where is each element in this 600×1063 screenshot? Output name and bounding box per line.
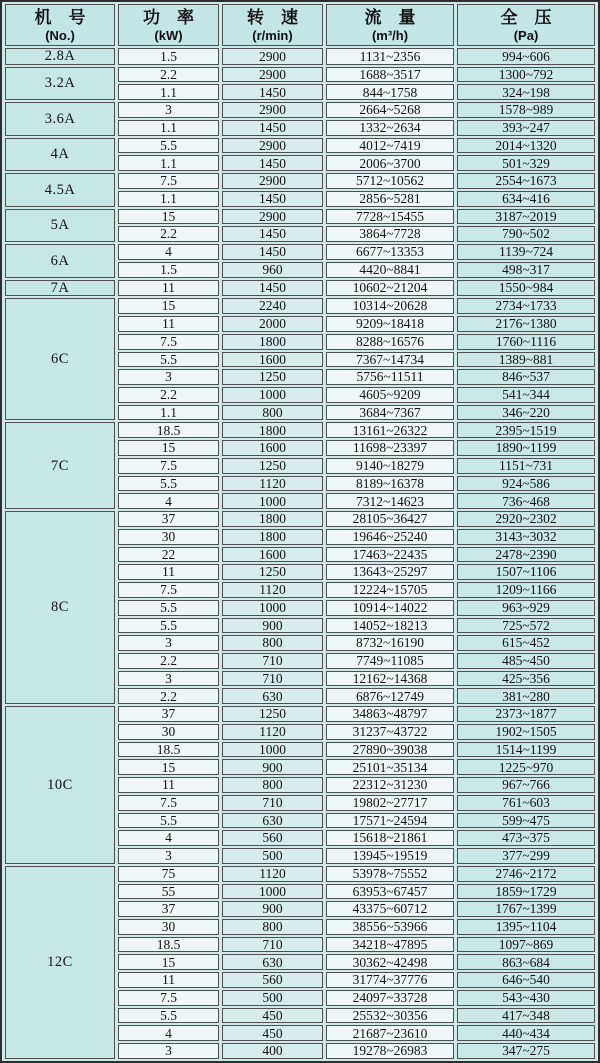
speed-cell: 1120 [222,866,323,882]
speed-cell: 1250 [222,458,323,474]
pressure-cell: 1514~1199 [457,742,595,758]
model-cell: 4A [5,138,115,171]
pressure-cell: 994~606 [457,48,595,65]
speed-cell: 900 [222,901,323,917]
pressure-cell: 599~475 [457,813,595,829]
power-cell: 3 [118,635,219,651]
power-cell: 15 [118,954,219,970]
power-cell: 11 [118,777,219,793]
pressure-cell: 541~344 [457,387,595,403]
speed-cell: 1450 [222,84,323,100]
pressure-cell: 634~416 [457,191,595,207]
flow-cell: 5712~10562 [326,173,454,189]
table-row [5,209,595,225]
speed-cell: 710 [222,937,323,953]
speed-cell: 1450 [222,191,323,207]
model-cell: 5A [5,209,115,242]
header-title: 转 速 [247,7,298,27]
flow-cell: 21687~23610 [326,1025,454,1041]
flow-cell: 13161~26322 [326,422,454,438]
flow-cell: 53978~75552 [326,866,454,882]
speed-cell: 800 [222,635,323,651]
power-cell: 4 [118,493,219,509]
speed-cell: 1450 [222,244,323,260]
speed-cell: 710 [222,795,323,811]
pressure-cell: 1389~881 [457,352,595,368]
power-cell: 18.5 [118,937,219,953]
header-title: 全 压 [500,7,552,27]
power-cell: 2.2 [118,387,219,403]
power-cell: 2.2 [118,688,219,704]
speed-cell: 630 [222,688,323,704]
power-cell: 7.5 [118,173,219,189]
header-unit: (kW) [154,27,183,43]
speed-cell: 1450 [222,280,323,297]
power-cell: 11 [118,280,219,297]
model-cell: 7A [5,280,115,297]
flow-cell: 24097~33728 [326,990,454,1006]
speed-cell: 710 [222,653,323,669]
model-cell: 4.5A [5,173,115,206]
speed-cell: 1800 [222,529,323,545]
flow-cell: 43375~60712 [326,901,454,917]
pressure-cell: 2176~1380 [457,316,595,332]
speed-cell: 2900 [222,173,323,189]
speed-cell: 2900 [222,209,323,225]
table-header [5,4,595,46]
power-cell: 7.5 [118,582,219,598]
header-unit: (m³/h) [371,27,409,43]
speed-cell: 1450 [222,226,323,242]
flow-cell: 11698~23397 [326,440,454,456]
power-cell: 15 [118,440,219,456]
pressure-cell: 1767~1399 [457,901,595,917]
pressure-cell: 1395~1104 [457,919,595,935]
flow-cell: 7367~14734 [326,352,454,368]
model-cell: 10C [5,706,115,864]
speed-cell: 1120 [222,476,323,492]
speed-cell: 1600 [222,440,323,456]
pressure-cell: 736~468 [457,493,595,509]
power-cell: 15 [118,298,219,314]
speed-cell: 1800 [222,422,323,438]
flow-cell: 7728~15455 [326,209,454,225]
flow-cell: 31774~37776 [326,972,454,988]
pressure-cell: 2395~1519 [457,422,595,438]
power-cell: 1.5 [118,262,219,278]
pressure-cell: 1859~1729 [457,884,595,900]
model-cell: 7C [5,422,115,509]
pressure-cell: 347~275 [457,1043,595,1059]
pressure-cell: 1890~1199 [457,440,595,456]
power-cell: 11 [118,564,219,580]
pressure-cell: 725~572 [457,618,595,634]
model-cell: 12C [5,866,115,1059]
speed-cell: 400 [222,1043,323,1059]
model-cell: 6A [5,244,115,277]
flow-cell: 3684~7367 [326,405,454,421]
pressure-cell: 1097~869 [457,937,595,953]
flow-cell: 8288~16576 [326,334,454,350]
flow-cell: 19646~25240 [326,529,454,545]
flow-cell: 5756~11511 [326,369,454,385]
flow-cell: 10602~21204 [326,280,454,297]
flow-cell: 34218~47895 [326,937,454,953]
pressure-cell: 615~452 [457,635,595,651]
pressure-cell: 790~502 [457,226,595,242]
flow-cell: 3864~7728 [326,226,454,242]
power-cell: 30 [118,529,219,545]
pressure-cell: 2373~1877 [457,706,595,722]
pressure-cell: 1209~1166 [457,582,595,598]
flow-cell: 38556~53966 [326,919,454,935]
power-cell: 5.5 [118,618,219,634]
pressure-cell: 963~929 [457,600,595,616]
flow-cell: 1131~2356 [326,48,454,65]
speed-cell: 2900 [222,67,323,83]
power-cell: 30 [118,724,219,740]
speed-cell: 800 [222,405,323,421]
pressure-cell: 2014~1320 [457,138,595,154]
table-row [5,138,595,154]
flow-cell: 9140~18279 [326,458,454,474]
speed-cell: 800 [222,777,323,793]
model-cell: 2.8A [5,48,115,65]
power-cell: 3 [118,102,219,118]
table-row [5,422,595,438]
pressure-cell: 381~280 [457,688,595,704]
power-cell: 2.2 [118,653,219,669]
pressure-cell: 2554~1673 [457,173,595,189]
flow-cell: 25101~35134 [326,759,454,775]
flow-cell: 13643~25297 [326,564,454,580]
power-cell: 55 [118,884,219,900]
header-title: 流 量 [364,7,416,27]
pressure-cell: 393~247 [457,120,595,136]
pressure-cell: 1139~724 [457,244,595,260]
flow-cell: 2006~3700 [326,155,454,171]
flow-cell: 8189~16378 [326,476,454,492]
flow-cell: 28105~36427 [326,511,454,527]
power-cell: 7.5 [118,334,219,350]
speed-cell: 1000 [222,600,323,616]
speed-cell: 1000 [222,387,323,403]
power-cell: 1.1 [118,191,219,207]
table-row [5,48,595,65]
flow-cell: 6677~13353 [326,244,454,260]
speed-cell: 1800 [222,334,323,350]
speed-cell: 2900 [222,48,323,65]
power-cell: 4 [118,830,219,846]
speed-cell: 1000 [222,493,323,509]
speed-cell: 450 [222,1025,323,1041]
model-cell: 3.6A [5,102,115,135]
flow-cell: 1332~2634 [326,120,454,136]
speed-cell: 1000 [222,742,323,758]
power-cell: 1.5 [118,48,219,65]
pressure-cell: 1151~731 [457,458,595,474]
pressure-cell: 1225~970 [457,759,595,775]
speed-cell: 900 [222,759,323,775]
pressure-cell: 1578~989 [457,102,595,118]
speed-cell: 630 [222,954,323,970]
pressure-cell: 473~375 [457,830,595,846]
power-cell: 22 [118,547,219,563]
speed-cell: 1250 [222,564,323,580]
header-model [5,4,115,46]
flow-cell: 25532~30356 [326,1008,454,1024]
speed-cell: 1450 [222,120,323,136]
model-cell: 3.2A [5,67,115,100]
pressure-cell: 485~450 [457,653,595,669]
flow-cell: 14052~18213 [326,618,454,634]
pressure-cell: 761~603 [457,795,595,811]
power-cell: 3 [118,848,219,864]
speed-cell: 1120 [222,582,323,598]
pressure-cell: 2920~2302 [457,511,595,527]
pressure-cell: 498~317 [457,262,595,278]
pressure-cell: 646~540 [457,972,595,988]
power-cell: 30 [118,919,219,935]
speed-cell: 630 [222,813,323,829]
power-cell: 5.5 [118,1008,219,1024]
pressure-cell: 2734~1733 [457,298,595,314]
pressure-cell: 417~348 [457,1008,595,1024]
flow-cell: 9209~18418 [326,316,454,332]
pressure-cell: 1760~1116 [457,334,595,350]
speed-cell: 1000 [222,884,323,900]
flow-cell: 63953~67457 [326,884,454,900]
power-cell: 1.1 [118,84,219,100]
power-cell: 5.5 [118,600,219,616]
pressure-cell: 1550~984 [457,280,595,297]
flow-cell: 22312~31230 [326,777,454,793]
model-cell: 8C [5,511,115,704]
flow-cell: 19802~27717 [326,795,454,811]
header-unit: (r/min) [252,27,293,43]
table-body [5,48,595,1059]
table-row [5,244,595,260]
flow-cell: 4420~8841 [326,262,454,278]
pressure-cell: 3187~2019 [457,209,595,225]
power-cell: 75 [118,866,219,882]
power-cell: 18.5 [118,422,219,438]
pressure-cell: 1902~1505 [457,724,595,740]
flow-cell: 4012~7419 [326,138,454,154]
speed-cell: 560 [222,830,323,846]
header-power [118,4,219,46]
flow-cell: 34863~48797 [326,706,454,722]
power-cell: 1.1 [118,155,219,171]
power-cell: 15 [118,759,219,775]
pressure-cell: 346~220 [457,405,595,421]
flow-cell: 10914~14022 [326,600,454,616]
pressure-cell: 2478~2390 [457,547,595,563]
speed-cell: 1600 [222,352,323,368]
speed-cell: 2240 [222,298,323,314]
power-cell: 2.2 [118,226,219,242]
speed-cell: 960 [222,262,323,278]
flow-cell: 13945~19519 [326,848,454,864]
header-title: 功 率 [143,7,194,27]
pressure-cell: 425~356 [457,671,595,687]
power-cell: 5.5 [118,138,219,154]
flow-cell: 30362~42498 [326,954,454,970]
power-cell: 5.5 [118,476,219,492]
pressure-cell: 324~198 [457,84,595,100]
pressure-cell: 924~586 [457,476,595,492]
speed-cell: 710 [222,671,323,687]
flow-cell: 19278~26983 [326,1043,454,1059]
pressure-cell: 1300~792 [457,67,595,83]
power-cell: 5.5 [118,813,219,829]
power-cell: 11 [118,316,219,332]
flow-cell: 7312~14623 [326,493,454,509]
table-row [5,102,595,118]
table-row [5,511,595,527]
table-row [5,298,595,314]
speed-cell: 2900 [222,138,323,154]
table-row [5,67,595,83]
header-speed [222,4,323,46]
power-cell: 4 [118,244,219,260]
speed-cell: 560 [222,972,323,988]
speed-cell: 450 [222,1008,323,1024]
power-cell: 3 [118,1043,219,1059]
model-cell: 6C [5,298,115,420]
flow-cell: 12224~15705 [326,582,454,598]
power-cell: 37 [118,706,219,722]
flow-cell: 6876~12749 [326,688,454,704]
flow-cell: 8732~16190 [326,635,454,651]
flow-cell: 27890~39038 [326,742,454,758]
power-cell: 3 [118,671,219,687]
header-pressure [457,4,595,46]
power-cell: 7.5 [118,990,219,1006]
speed-cell: 2900 [222,102,323,118]
pressure-cell: 1507~1106 [457,564,595,580]
pressure-cell: 543~430 [457,990,595,1006]
power-cell: 11 [118,972,219,988]
pressure-cell: 440~434 [457,1025,595,1041]
header-unit: (No.) [45,27,75,43]
flow-cell: 17463~22435 [326,547,454,563]
flow-cell: 17571~24594 [326,813,454,829]
pressure-cell: 863~684 [457,954,595,970]
speed-cell: 500 [222,990,323,1006]
table-row [5,280,595,297]
power-cell: 15 [118,209,219,225]
header-flow [326,4,454,46]
pressure-cell: 967~766 [457,777,595,793]
speed-cell: 800 [222,919,323,935]
power-cell: 18.5 [118,742,219,758]
speed-cell: 900 [222,618,323,634]
speed-cell: 1450 [222,155,323,171]
pressure-cell: 377~299 [457,848,595,864]
flow-cell: 31237~43722 [326,724,454,740]
flow-cell: 10314~20628 [326,298,454,314]
speed-cell: 2000 [222,316,323,332]
flow-cell: 1688~3517 [326,67,454,83]
power-cell: 7.5 [118,458,219,474]
flow-cell: 2856~5281 [326,191,454,207]
speed-cell: 500 [222,848,323,864]
pressure-cell: 501~329 [457,155,595,171]
table-row [5,866,595,882]
pressure-cell: 846~537 [457,369,595,385]
speed-cell: 1250 [222,706,323,722]
power-cell: 2.2 [118,67,219,83]
power-cell: 37 [118,901,219,917]
power-cell: 3 [118,369,219,385]
power-cell: 5.5 [118,352,219,368]
header-title: 机 号 [34,7,86,27]
power-cell: 4 [118,1025,219,1041]
power-cell: 1.1 [118,405,219,421]
table-row [5,706,595,722]
speed-cell: 1120 [222,724,323,740]
power-cell: 37 [118,511,219,527]
flow-cell: 4605~9209 [326,387,454,403]
header-unit: (Pa) [513,27,539,43]
table-row [5,173,595,189]
power-cell: 1.1 [118,120,219,136]
pressure-cell: 3143~3032 [457,529,595,545]
speed-cell: 1250 [222,369,323,385]
speed-cell: 1800 [222,511,323,527]
power-cell: 7.5 [118,795,219,811]
flow-cell: 844~1758 [326,84,454,100]
speed-cell: 1600 [222,547,323,563]
flow-cell: 7749~11085 [326,653,454,669]
flow-cell: 2664~5268 [326,102,454,118]
flow-cell: 15618~21861 [326,830,454,846]
pressure-cell: 2746~2172 [457,866,595,882]
flow-cell: 12162~14368 [326,671,454,687]
